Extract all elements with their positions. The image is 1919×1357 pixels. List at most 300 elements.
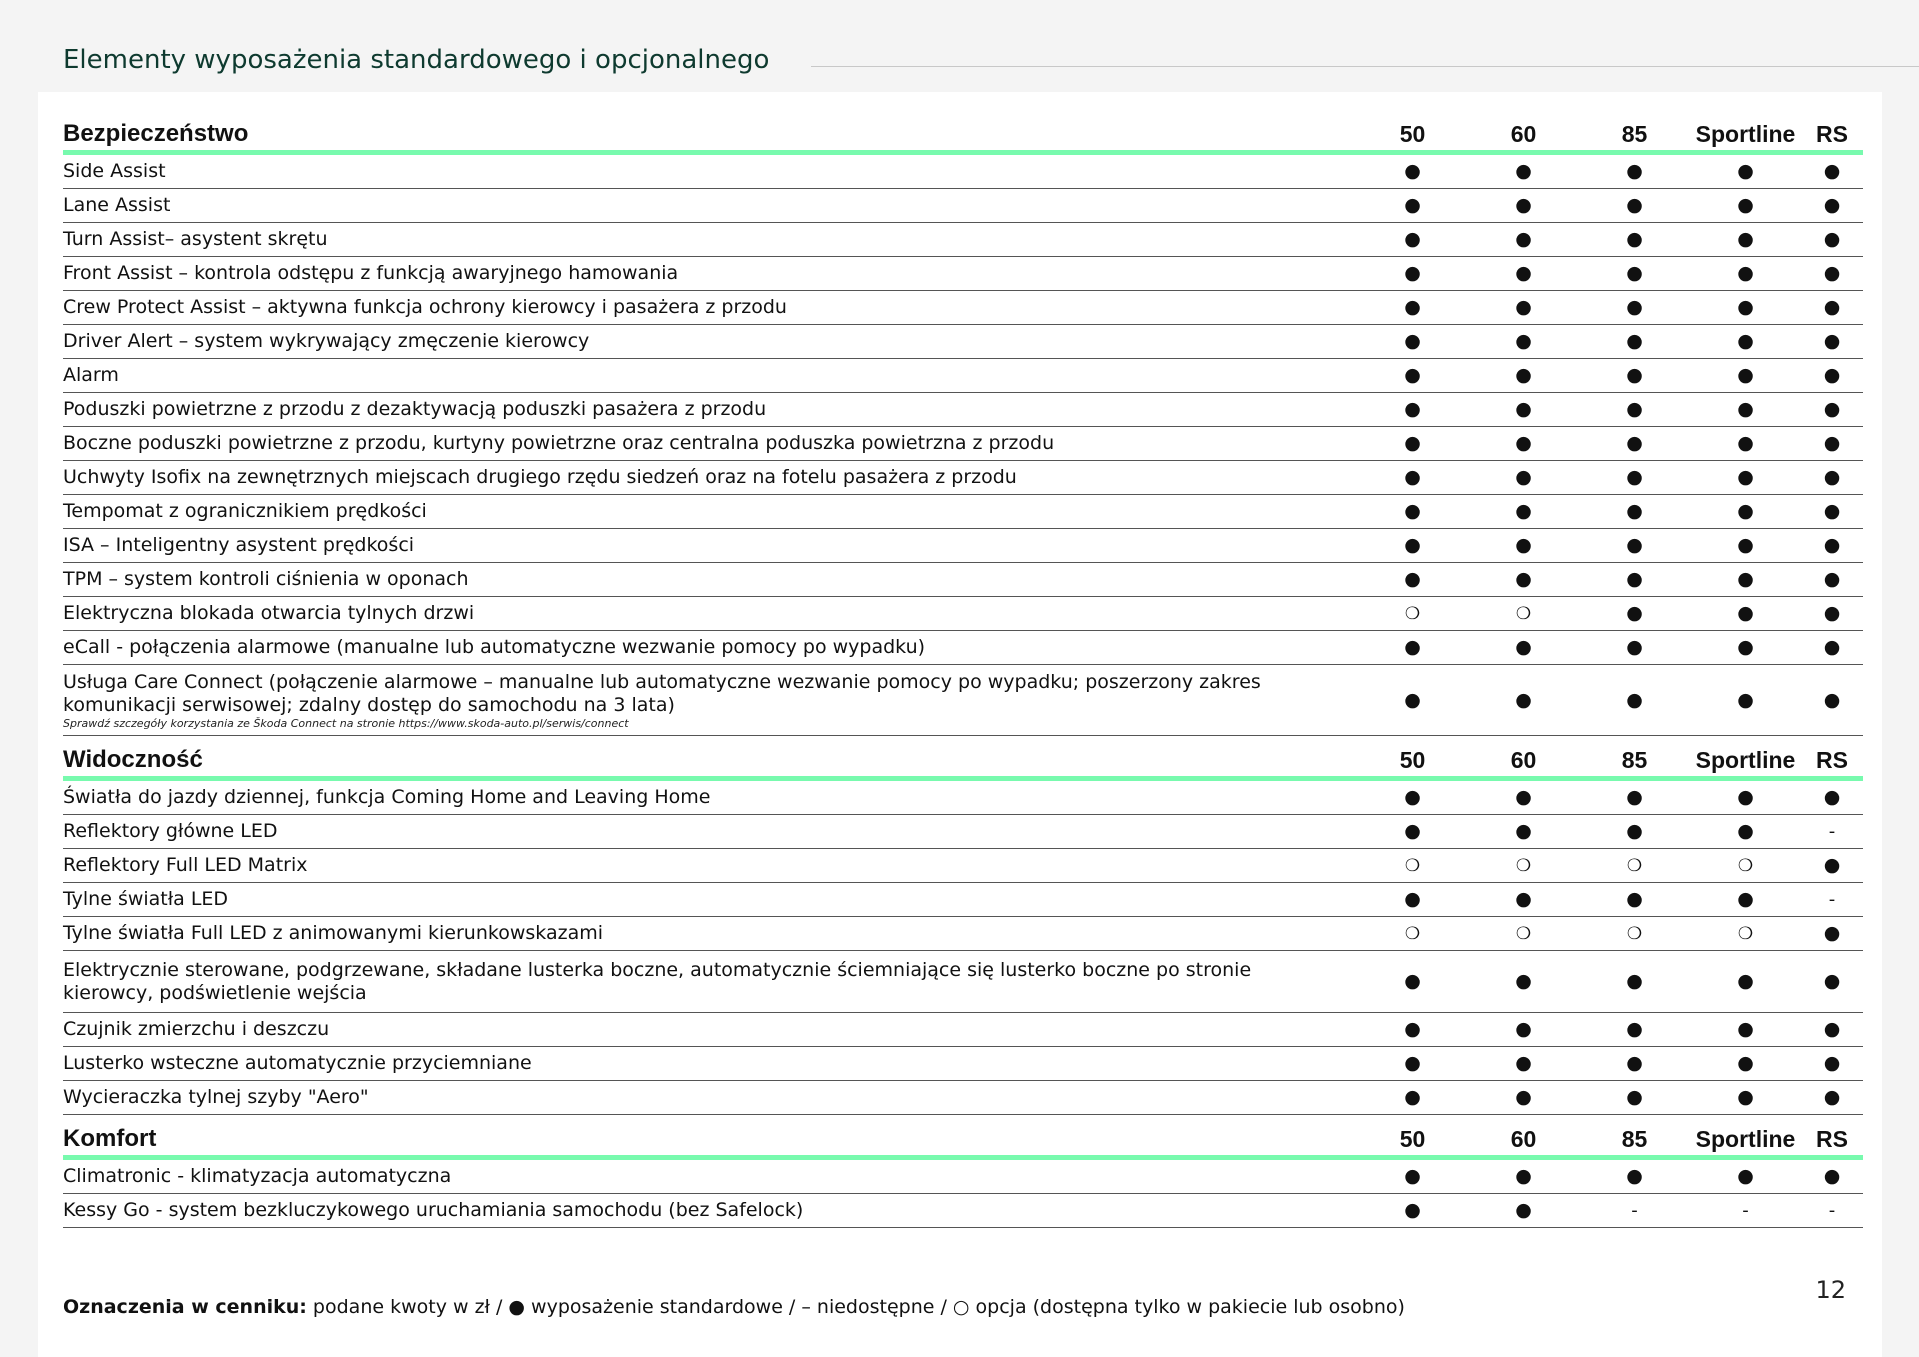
standard-dot-icon: ● [1515,688,1532,711]
option-circle-icon: ❍ [1626,855,1643,876]
standard-dot-icon: ● [1737,160,1754,182]
standard-dot-icon: ● [1823,432,1841,454]
availability-cell [1468,257,1579,291]
column-header: RS [1801,1115,1863,1158]
feature-label: ISA – Inteligentny asystent prędkości [63,534,415,556]
availability-cell [1357,815,1468,849]
availability-cell [1690,917,1801,951]
availability-cell [1801,883,1863,917]
standard-dot-icon: ● [1737,534,1754,556]
standard-dot-icon: ● [1626,228,1643,250]
standard-dot-icon: ● [1404,888,1421,910]
availability-cell [1468,563,1579,597]
availability-cell [1357,291,1468,325]
availability-cell [1579,597,1690,631]
table-row [63,189,1863,223]
standard-dot-icon: ● [1823,636,1841,658]
availability-cell [1357,917,1468,951]
standard-dot-icon: ● [1626,398,1643,420]
option-circle-icon: ❍ [1404,923,1421,944]
feature-cell [63,495,1357,529]
availability-cell [1357,495,1468,529]
availability-cell [1801,529,1863,563]
feature-cell [63,291,1357,325]
availability-cell [1801,257,1863,291]
availability-cell [1357,257,1468,291]
standard-dot-icon: ● [1626,194,1643,216]
availability-cell [1690,951,1801,1013]
availability-cell [1801,665,1863,736]
availability-cell [1579,665,1690,736]
column-header: Sportline [1690,110,1801,153]
feature-cell [63,189,1357,223]
column-header: 60 [1468,110,1579,153]
availability-cell [1468,815,1579,849]
feature-cell [63,359,1357,393]
availability-cell [1357,1013,1468,1047]
standard-dot-icon: ● [1823,262,1841,284]
availability-cell [1468,495,1579,529]
standard-dot-icon: ● [1404,364,1421,386]
standard-dot-icon: ● [1823,194,1841,216]
table-row [63,529,1863,563]
standard-dot-icon: ● [1823,1165,1841,1187]
availability-cell [1579,1081,1690,1115]
page-header [63,40,1919,80]
availability-cell [1357,1047,1468,1081]
feature-cell [63,597,1357,631]
feature-cell [63,223,1357,257]
availability-cell [1357,393,1468,427]
feature-label: Tylne światła Full LED z animowanymi kierunkowskazami [63,922,603,944]
availability-cell [1690,529,1801,563]
table-row [63,495,1863,529]
availability-cell [1801,1047,1863,1081]
availability-cell [1801,427,1863,461]
availability-cell [1357,427,1468,461]
availability-cell [1357,597,1468,631]
standard-dot-icon: ● [1404,970,1421,992]
option-circle-icon: ❍ [1737,923,1754,944]
availability-cell [1357,1158,1468,1194]
standard-dot-icon: ● [1737,466,1754,488]
availability-cell [1579,257,1690,291]
availability-cell [1468,291,1579,325]
availability-cell [1690,359,1801,393]
feature-label: Side Assist [63,160,166,182]
availability-cell [1579,189,1690,223]
standard-dot-icon: ● [1626,636,1643,658]
standard-dot-icon: ● [1626,1086,1643,1108]
page-title: Elementy wyposażenia standardowego i opcjonalnego [63,45,770,75]
standard-dot-icon: ● [1737,228,1754,250]
standard-dot-icon: ● [1823,500,1841,522]
standard-dot-icon: ● [1626,888,1643,910]
column-header: RS [1801,736,1863,779]
feature-label: Tylne światła LED [63,888,229,910]
feature-label: Front Assist – kontrola odstępu z funkcją awaryjnego hamowania [63,262,679,284]
standard-dot-icon: ● [1515,534,1532,556]
availability-cell [1468,597,1579,631]
availability-cell [1801,1194,1863,1228]
standard-dot-icon: ● [1404,500,1421,522]
section-header [63,736,1863,779]
option-circle-icon: ❍ [1626,923,1643,944]
feature-label: Lane Assist [63,194,171,216]
availability-cell [1801,291,1863,325]
availability-cell [1468,153,1579,189]
equipment-table-body [63,110,1863,1228]
feature-cell [63,917,1357,951]
option-circle-icon: ❍ [1404,603,1421,624]
standard-dot-icon: ● [1404,160,1421,182]
availability-cell [1690,393,1801,427]
standard-dot-icon: ● [1737,398,1754,420]
table-row [63,257,1863,291]
title-divider [811,66,1919,67]
availability-cell [1801,461,1863,495]
standard-dot-icon: ● [1823,854,1841,876]
feature-label: Alarm [63,364,119,386]
legend-title: Oznaczenia w cenniku: [63,1296,307,1318]
availability-cell [1357,325,1468,359]
feature-cell [63,529,1357,563]
availability-cell [1801,951,1863,1013]
availability-cell [1579,563,1690,597]
availability-cell [1801,597,1863,631]
unavailable-dash-icon: - [1631,1200,1638,1221]
feature-cell [63,257,1357,291]
feature-label: TPM – system kontroli ciśnienia w oponach [63,568,469,590]
standard-dot-icon: ● [1515,1018,1532,1040]
feature-label: Boczne poduszki powietrzne z przodu, kurtyny powietrzne oraz centralna poduszka powietrzna z przodu [63,432,1055,454]
availability-cell [1468,665,1579,736]
table-row [63,359,1863,393]
availability-cell [1579,223,1690,257]
availability-cell [1801,815,1863,849]
availability-cell [1579,951,1690,1013]
standard-dot-icon: ● [1404,398,1421,420]
feature-label: Turn Assist– asystent skrętu [63,228,328,250]
column-header: 50 [1357,736,1468,779]
availability-cell [1357,849,1468,883]
feature-cell [63,1081,1357,1115]
availability-cell [1801,917,1863,951]
availability-cell [1690,849,1801,883]
standard-dot-icon: ● [1404,820,1421,842]
availability-cell [1357,461,1468,495]
availability-cell [1801,779,1863,815]
table-row [63,815,1863,849]
standard-dot-icon: ● [1823,296,1841,318]
availability-cell [1357,359,1468,393]
availability-cell [1690,495,1801,529]
availability-cell [1579,393,1690,427]
availability-cell [1357,529,1468,563]
availability-cell [1801,1013,1863,1047]
availability-cell [1357,153,1468,189]
standard-dot-icon: ● [1515,160,1532,182]
standard-dot-icon: ● [1515,786,1532,808]
standard-dot-icon: ● [1626,466,1643,488]
availability-cell [1579,1013,1690,1047]
column-header: 60 [1468,1115,1579,1158]
feature-label: Reflektory główne LED [63,820,278,842]
unavailable-dash-icon: - [1828,889,1836,910]
table-row [63,563,1863,597]
standard-dot-icon: ● [1737,330,1754,352]
availability-cell [1690,223,1801,257]
feature-label: Driver Alert – system wykrywający zmęczenie kierowcy [63,330,590,352]
availability-cell [1801,631,1863,665]
feature-label: Elektrycznie sterowane, podgrzewane, składane lusterka boczne, automatycznie ściemniające się lusterko boczne po stronie kierowcy, podświetlenie wejścia [63,958,1252,1004]
feature-cell [63,153,1357,189]
feature-cell [63,665,1357,736]
standard-dot-icon: ● [1404,296,1421,318]
availability-cell [1357,563,1468,597]
availability-cell [1690,189,1801,223]
availability-cell [1690,153,1801,189]
option-circle-icon: ❍ [1515,855,1532,876]
standard-dot-icon: ● [1515,1052,1532,1074]
standard-dot-icon: ● [1515,296,1532,318]
availability-cell [1690,257,1801,291]
standard-dot-icon: ● [1515,568,1532,590]
availability-cell [1801,189,1863,223]
availability-cell [1579,291,1690,325]
feature-cell [63,849,1357,883]
table-row [63,917,1863,951]
standard-dot-icon: ● [1404,432,1421,454]
availability-cell [1468,189,1579,223]
availability-cell [1690,325,1801,359]
availability-cell [1579,1194,1690,1228]
column-header: 85 [1579,110,1690,153]
column-header: 50 [1357,1115,1468,1158]
availability-cell [1468,1047,1579,1081]
standard-dot-icon: ● [1737,786,1754,808]
column-header: RS [1801,110,1863,153]
feature-label: Kessy Go - system bezkluczykowego uruchamiania samochodu (bez Safelock) [63,1199,804,1221]
standard-dot-icon: ● [1515,820,1532,842]
table-row [63,291,1863,325]
feature-cell [63,563,1357,597]
feature-label: Elektryczna blokada otwarcia tylnych drzwi [63,602,475,624]
section-title: Bezpieczeństwo [63,110,1357,153]
availability-cell [1801,495,1863,529]
standard-dot-icon: ● [1515,364,1532,386]
table-row [63,1013,1863,1047]
standard-dot-icon: ● [1823,398,1841,420]
section-header [63,1115,1863,1158]
standard-dot-icon: ● [1515,970,1532,992]
availability-cell [1468,359,1579,393]
standard-dot-icon: ● [1404,534,1421,556]
column-header: 50 [1357,110,1468,153]
availability-cell [1579,461,1690,495]
standard-dot-icon: ● [1404,1086,1421,1108]
table-row [63,951,1863,1013]
standard-dot-icon: ● [1823,364,1841,386]
availability-cell [1690,883,1801,917]
standard-dot-icon: ● [1515,194,1532,216]
table-row [63,1194,1863,1228]
standard-dot-icon: ● [1626,432,1643,454]
feature-cell [63,1013,1357,1047]
standard-dot-icon: ● [1404,636,1421,658]
standard-dot-icon: ● [1823,330,1841,352]
standard-dot-icon: ● [1626,262,1643,284]
standard-dot-icon: ● [1737,364,1754,386]
availability-cell [1357,631,1468,665]
feature-label: Uchwyty Isofix na zewnętrznych miejscach drugiego rzędu siedzeń oraz na fotelu pasażera z przodu [63,466,1017,488]
availability-cell [1468,849,1579,883]
standard-dot-icon: ● [1737,970,1754,992]
availability-cell [1468,883,1579,917]
availability-cell [1579,529,1690,563]
standard-dot-icon: ● [1404,1199,1421,1221]
standard-dot-icon: ● [1404,1018,1421,1040]
standard-dot-icon: ● [1823,160,1841,182]
option-circle-icon: ❍ [1515,603,1532,624]
availability-cell [1690,1194,1801,1228]
feature-cell [63,393,1357,427]
standard-dot-icon: ● [1626,160,1643,182]
standard-dot-icon: ● [1823,970,1841,992]
availability-cell [1357,951,1468,1013]
content-sheet [38,92,1882,1357]
standard-dot-icon: ● [1737,688,1754,711]
standard-dot-icon: ● [1404,228,1421,250]
availability-cell [1468,325,1579,359]
standard-dot-icon: ● [1823,1052,1841,1074]
equipment-table-wrap [63,110,1863,1228]
standard-dot-icon: ● [1823,602,1841,624]
standard-dot-icon: ● [1737,500,1754,522]
standard-dot-icon: ● [1515,888,1532,910]
equipment-table [63,110,1863,1228]
standard-dot-icon: ● [1823,534,1841,556]
feature-label: Lusterko wsteczne automatycznie przyciemniane [63,1052,532,1074]
standard-dot-icon: ● [1404,688,1421,711]
table-row [63,1158,1863,1194]
feature-cell [63,427,1357,461]
availability-cell [1468,779,1579,815]
availability-cell [1468,1158,1579,1194]
standard-dot-icon: ● [1404,262,1421,284]
availability-cell [1690,427,1801,461]
standard-dot-icon: ● [1823,1018,1841,1040]
table-row [63,325,1863,359]
availability-cell [1690,631,1801,665]
standard-dot-icon: ● [1515,398,1532,420]
unavailable-dash-icon: - [1828,821,1836,842]
feature-label: Światła do jazdy dziennej, funkcja Coming Home and Leaving Home [63,786,711,808]
availability-cell [1468,1013,1579,1047]
standard-dot-icon: ● [1823,922,1841,944]
table-row [63,631,1863,665]
availability-cell [1801,325,1863,359]
table-row [63,223,1863,257]
standard-dot-icon: ● [1515,228,1532,250]
availability-cell [1579,917,1690,951]
availability-cell [1690,815,1801,849]
standard-dot-icon: ● [1823,786,1841,808]
standard-dot-icon: ● [1404,330,1421,352]
table-row [63,153,1863,189]
availability-cell [1801,1081,1863,1115]
availability-cell [1801,359,1863,393]
availability-cell [1579,631,1690,665]
standard-dot-icon: ● [1626,296,1643,318]
feature-label: Climatronic - klimatyzacja automatyczna [63,1165,452,1187]
standard-dot-icon: ● [1626,568,1643,590]
option-circle-icon: ❍ [1404,855,1421,876]
availability-cell [1468,917,1579,951]
standard-dot-icon: ● [1404,1052,1421,1074]
availability-cell [1357,779,1468,815]
availability-cell [1468,529,1579,563]
standard-dot-icon: ● [1823,688,1841,711]
availability-cell [1579,815,1690,849]
feature-cell [63,815,1357,849]
feature-cell [63,631,1357,665]
availability-cell [1690,1081,1801,1115]
feature-label: Czujnik zmierzchu i deszczu [63,1018,330,1040]
section-title: Komfort [63,1115,1357,1158]
standard-dot-icon: ● [1737,432,1754,454]
availability-cell [1579,427,1690,461]
feature-cell [63,951,1357,1013]
legend [63,1296,1405,1318]
standard-dot-icon: ● [1823,466,1841,488]
availability-cell [1579,325,1690,359]
standard-dot-icon: ● [1515,330,1532,352]
table-row [63,393,1863,427]
standard-dot-icon: ● [1737,820,1754,842]
standard-dot-icon: ● [1737,888,1754,910]
feature-cell [63,1158,1357,1194]
table-row [63,883,1863,917]
page-number: 12 [1815,1276,1846,1304]
standard-dot-icon: ● [1515,432,1532,454]
availability-cell [1690,291,1801,325]
standard-dot-icon: ● [1404,1165,1421,1187]
standard-dot-icon: ● [1626,500,1643,522]
standard-dot-icon: ● [1515,636,1532,658]
availability-cell [1801,563,1863,597]
standard-dot-icon: ● [1404,466,1421,488]
section-header [63,110,1863,153]
availability-cell [1801,153,1863,189]
standard-dot-icon: ● [1737,296,1754,318]
feature-label: Crew Protect Assist – aktywna funkcja ochrony kierowcy i pasażera z przodu [63,296,787,318]
availability-cell [1468,393,1579,427]
standard-dot-icon: ● [1626,1165,1643,1187]
standard-dot-icon: ● [1515,466,1532,488]
feature-cell [63,1194,1357,1228]
standard-dot-icon: ● [1737,1018,1754,1040]
table-row [63,665,1863,736]
feature-label: Usługa Care Connect (połączenie alarmowe – manualne lub automatyczne wezwanie pomocy po wypadku; poszerzony zakres komunikacji serwisowej; zdalny dostęp do samochodu na 3 lata) [63,670,1261,716]
availability-cell [1690,563,1801,597]
feature-cell [63,779,1357,815]
section-title: Widoczność [63,736,1357,779]
table-row [63,1047,1863,1081]
availability-cell [1357,223,1468,257]
standard-dot-icon: ● [1823,228,1841,250]
availability-cell [1690,597,1801,631]
